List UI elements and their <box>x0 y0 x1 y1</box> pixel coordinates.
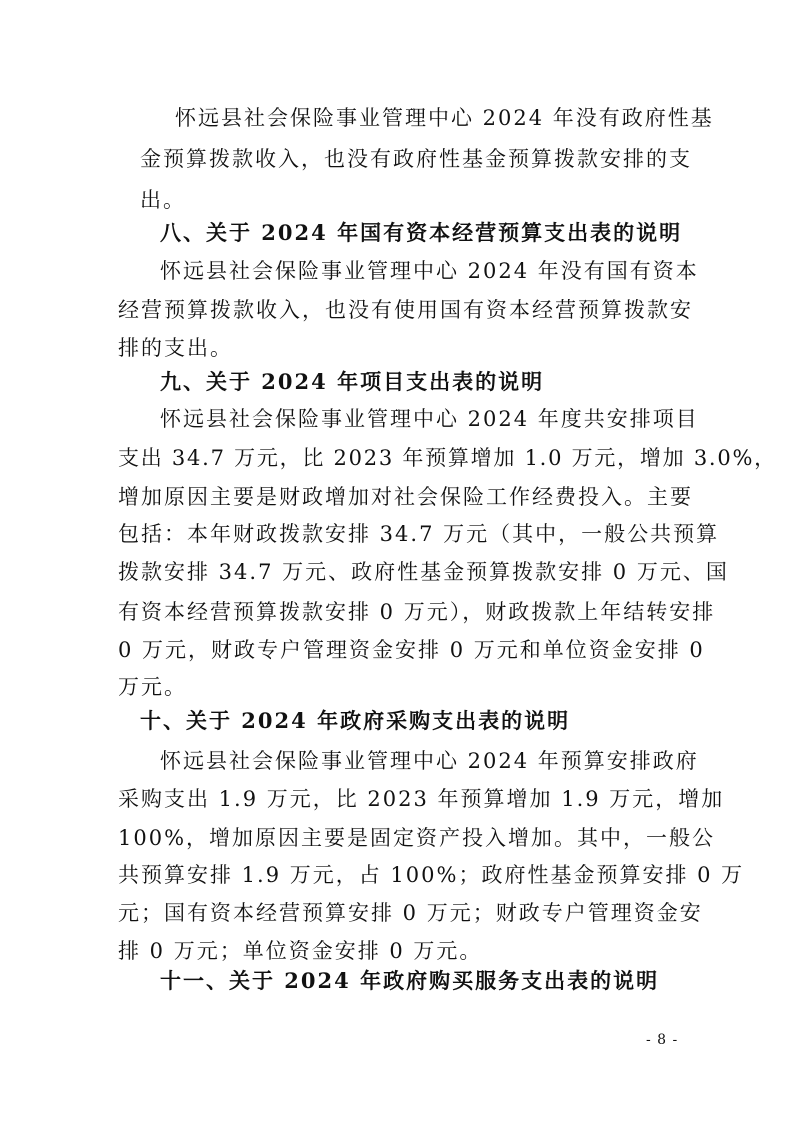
section-heading-8: 八、关于 2024 年国有资本经营预算支出表的说明 <box>160 220 683 245</box>
paragraph-project-line-3: 增加原因主要是财政增加对社会保险工作经费投入。主要 <box>118 485 693 509</box>
paragraph-procurement-line-3: 100%，增加原因主要是固定资产投入增加。其中，一般公 <box>118 826 716 850</box>
section-heading-11: 十一、关于 2024 年政府购买服务支出表的说明 <box>160 968 660 993</box>
paragraph-gov-fund-line-2: 金预算拨款收入，也没有政府性基金预算拨款安排的支 <box>140 147 692 171</box>
paragraph-project-line-7: 0 万元，财政专户管理资金安排 0 万元和单位资金安排 0 <box>118 638 705 662</box>
paragraph-gov-fund-line-1: 怀远县社会保险事业管理中心 2024 年没有政府性基 <box>175 106 714 130</box>
paragraph-project-line-6: 有资本经营预算拨款安排 0 万元），财政拨款上年结转安排 <box>118 600 716 624</box>
paragraph-state-capital-line-2: 经营预算拨款收入，也没有使用国有资本经营预算拨款安 <box>118 298 693 322</box>
section-heading-10: 十、关于 2024 年政府采购支出表的说明 <box>140 708 571 733</box>
paragraph-procurement-line-4: 共预算安排 1.9 万元，占 100%；政府性基金预算安排 0 万 <box>118 863 745 887</box>
paragraph-procurement-line-1: 怀远县社会保险事业管理中心 2024 年预算安排政府 <box>160 749 699 773</box>
paragraph-gov-fund-line-3: 出。 <box>140 188 186 212</box>
paragraph-procurement-line-6: 排 0 万元；单位资金安排 0 万元。 <box>118 939 483 963</box>
paragraph-procurement-line-2: 采购支出 1.9 万元，比 2023 年预算增加 1.9 万元，增加 <box>118 787 725 811</box>
paragraph-state-capital-line-3: 排的支出。 <box>118 336 233 360</box>
page-number: - 8 - <box>646 1032 679 1048</box>
section-heading-9: 九、关于 2024 年项目支出表的说明 <box>160 369 545 394</box>
paragraph-project-line-5: 拨款安排 34.7 万元、政府性基金预算拨款安排 0 万元、国 <box>118 560 729 584</box>
paragraph-project-line-1: 怀远县社会保险事业管理中心 2024 年度共安排项目 <box>160 407 699 431</box>
paragraph-project-line-2: 支出 34.7 万元，比 2023 年预算增加 1.0 万元，增加 3.0%， <box>118 446 777 470</box>
paragraph-state-capital-line-1: 怀远县社会保险事业管理中心 2024 年没有国有资本 <box>160 259 699 283</box>
paragraph-project-line-4: 包括：本年财政拨款安排 34.7 万元（其中，一般公共预算 <box>118 522 720 546</box>
paragraph-project-line-8: 万元。 <box>118 675 187 699</box>
paragraph-procurement-line-5: 元；国有资本经营预算安排 0 万元；财政专户管理资金安 <box>118 901 703 925</box>
